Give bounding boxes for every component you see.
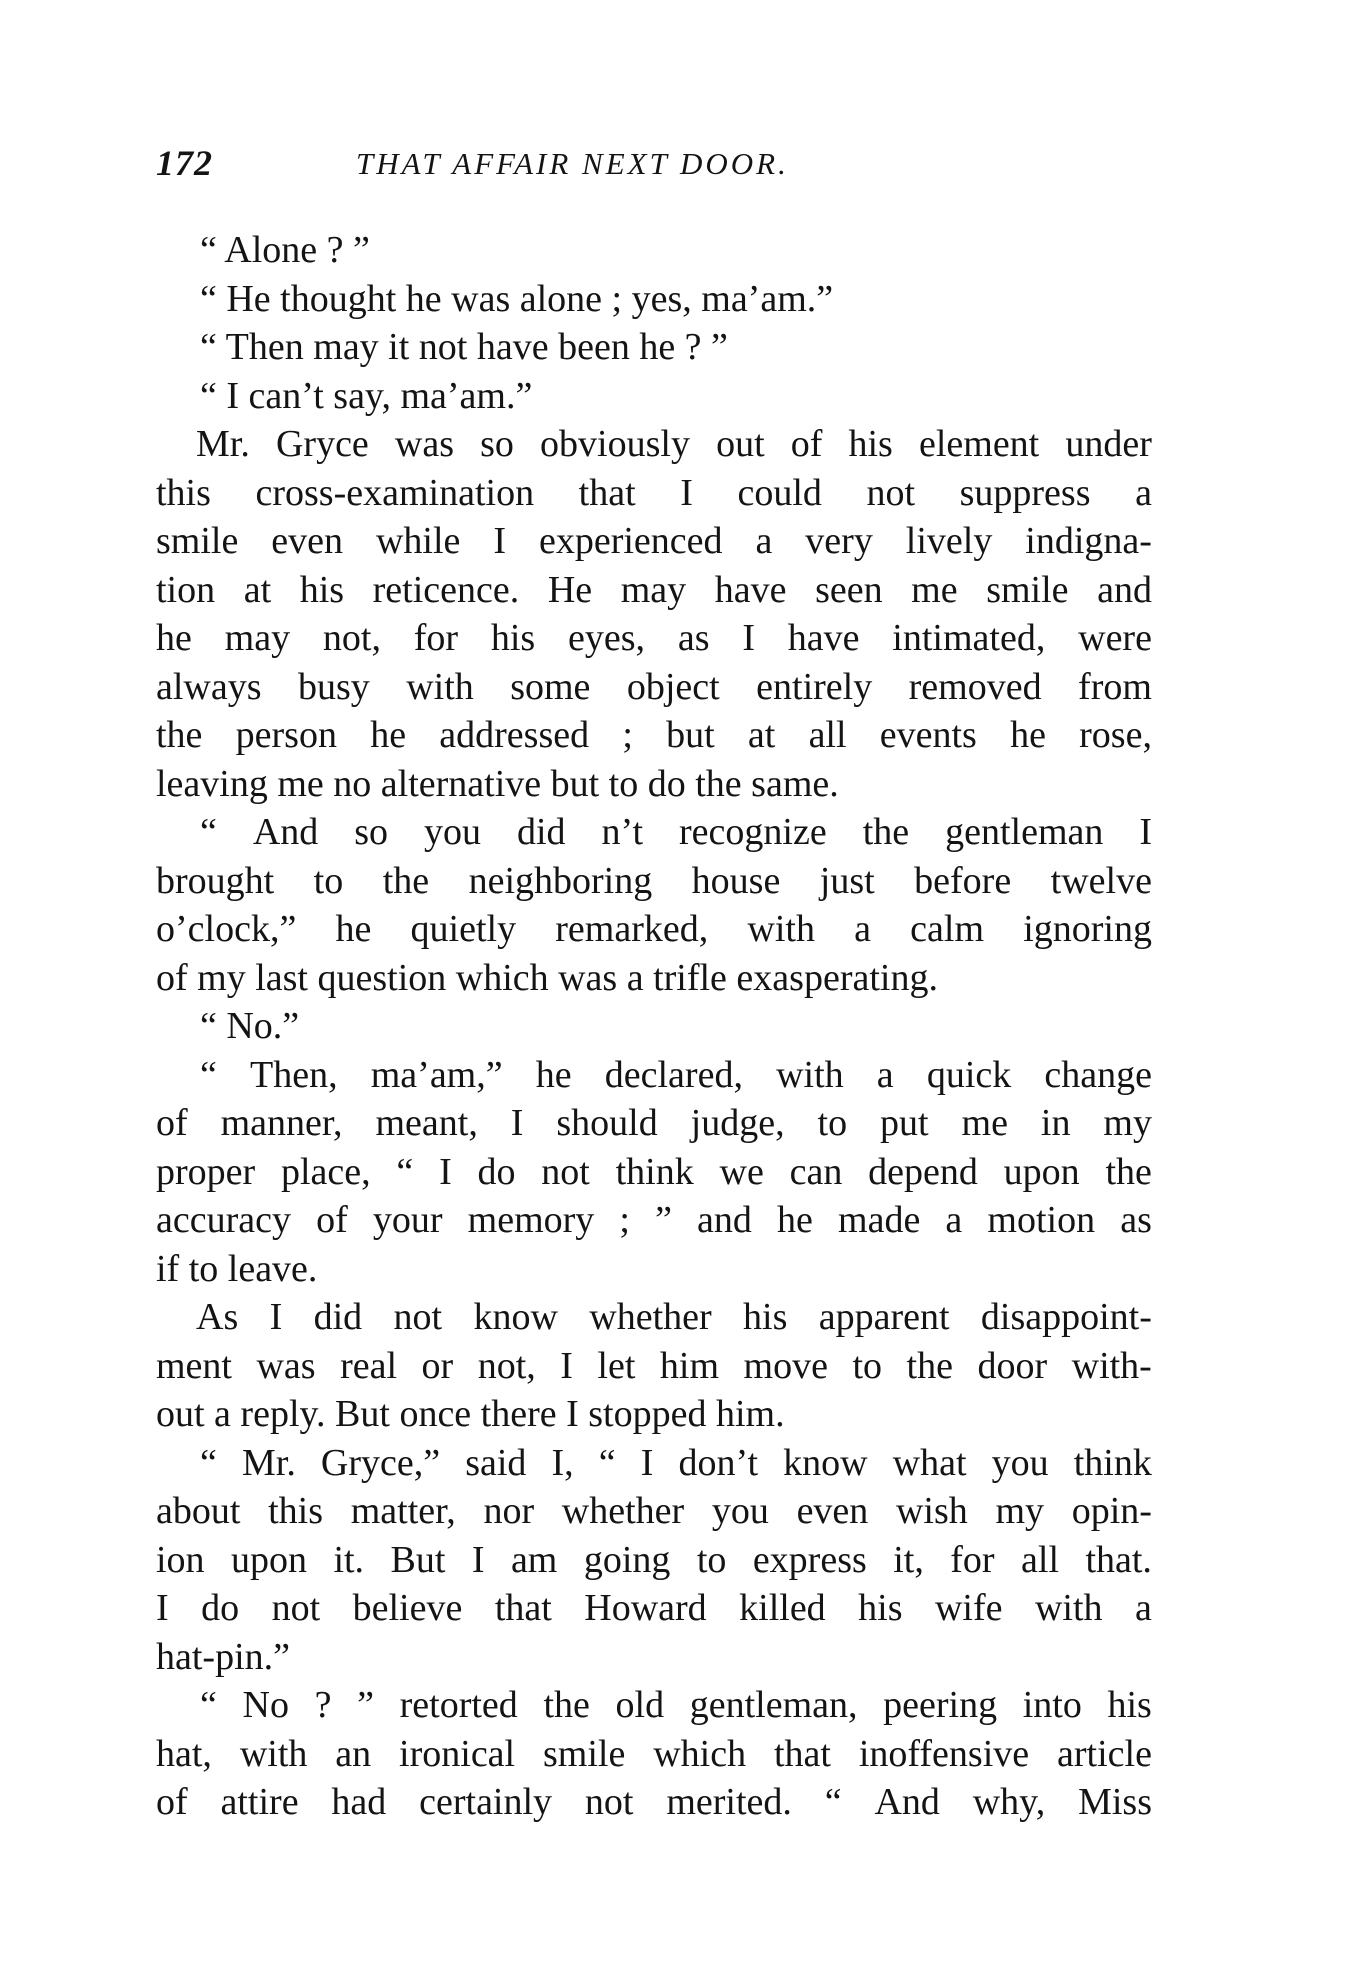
text-line: this cross-examination that I could not suppress a bbox=[156, 471, 1152, 514]
text-line: As I did not know whether his apparent disappoint- bbox=[196, 1296, 1152, 1338]
text-line: “ Then, ma’am,” he declared, with a quick change bbox=[200, 1053, 1152, 1096]
text-line: smile even while I experienced a very lively indigna- bbox=[156, 520, 1152, 562]
text-line: ion upon it. But I am going to express it, for all that. bbox=[156, 1538, 1152, 1581]
text-line: always busy with some object entirely removed from bbox=[156, 665, 1152, 708]
body-text bbox=[156, 226, 1152, 1827]
text-line: of manner, meant, I should judge, to put me in my bbox=[156, 1102, 1152, 1144]
text-line: leaving me no alternative but to do the same. bbox=[156, 762, 839, 805]
text-line: out a reply. But once there I stopped him. bbox=[156, 1393, 785, 1435]
text-line: of attire had certainly not merited. “ And why, Miss bbox=[156, 1781, 1152, 1823]
text-line: “ I can’t say, ma’am.” bbox=[200, 374, 533, 417]
text-line: the person he addressed ; but at all events he rose, bbox=[156, 714, 1152, 756]
text-line: ment was real or not, I let him move to the door with- bbox=[156, 1344, 1152, 1387]
running-head bbox=[156, 142, 1146, 190]
text-line: hat, with an ironical smile which that inoffensive article bbox=[156, 1732, 1152, 1775]
text-line: proper place, “ I do not think we can depend upon the bbox=[156, 1150, 1152, 1193]
text-line: Mr. Gryce was so obviously out of his element under bbox=[196, 423, 1152, 465]
book-title: THAT AFFAIR NEXT DOOR. bbox=[356, 146, 789, 181]
text-line: of my last question which was a trifle exasperating. bbox=[156, 956, 938, 999]
text-line: hat-pin.” bbox=[156, 1635, 291, 1678]
text-line: “ Mr. Gryce,” said I, “ I don’t know what you think bbox=[200, 1441, 1152, 1484]
text-line: accuracy of your memory ; ” and he made a motion as bbox=[156, 1199, 1152, 1241]
text-line: “ No ? ” retorted the old gentleman, peering into his bbox=[200, 1684, 1152, 1726]
text-line: “ No.” bbox=[200, 1005, 300, 1047]
text-line: if to leave. bbox=[156, 1247, 318, 1290]
text-line: tion at his reticence. He may have seen me smile and bbox=[156, 568, 1152, 611]
text-line: brought to the neighboring house just before twelve bbox=[156, 859, 1152, 902]
page-number: 172 bbox=[156, 143, 213, 183]
text-line: about this matter, nor whether you even wish my opin- bbox=[156, 1490, 1152, 1532]
text-line: he may not, for his eyes, as I have intimated, were bbox=[156, 617, 1152, 659]
text-line: “ Then may it not have been he ? ” bbox=[200, 326, 728, 368]
text-line: I do not believe that Howard killed his wife with a bbox=[156, 1587, 1152, 1629]
text-line: “ And so you did n’t recognize the gentleman I bbox=[200, 811, 1152, 853]
text-line: “ Alone ? ” bbox=[200, 229, 370, 271]
text-line: o’clock,” he quietly remarked, with a calm ignoring bbox=[156, 908, 1152, 950]
text-line: “ He thought he was alone ; yes, ma’am.” bbox=[200, 277, 834, 320]
